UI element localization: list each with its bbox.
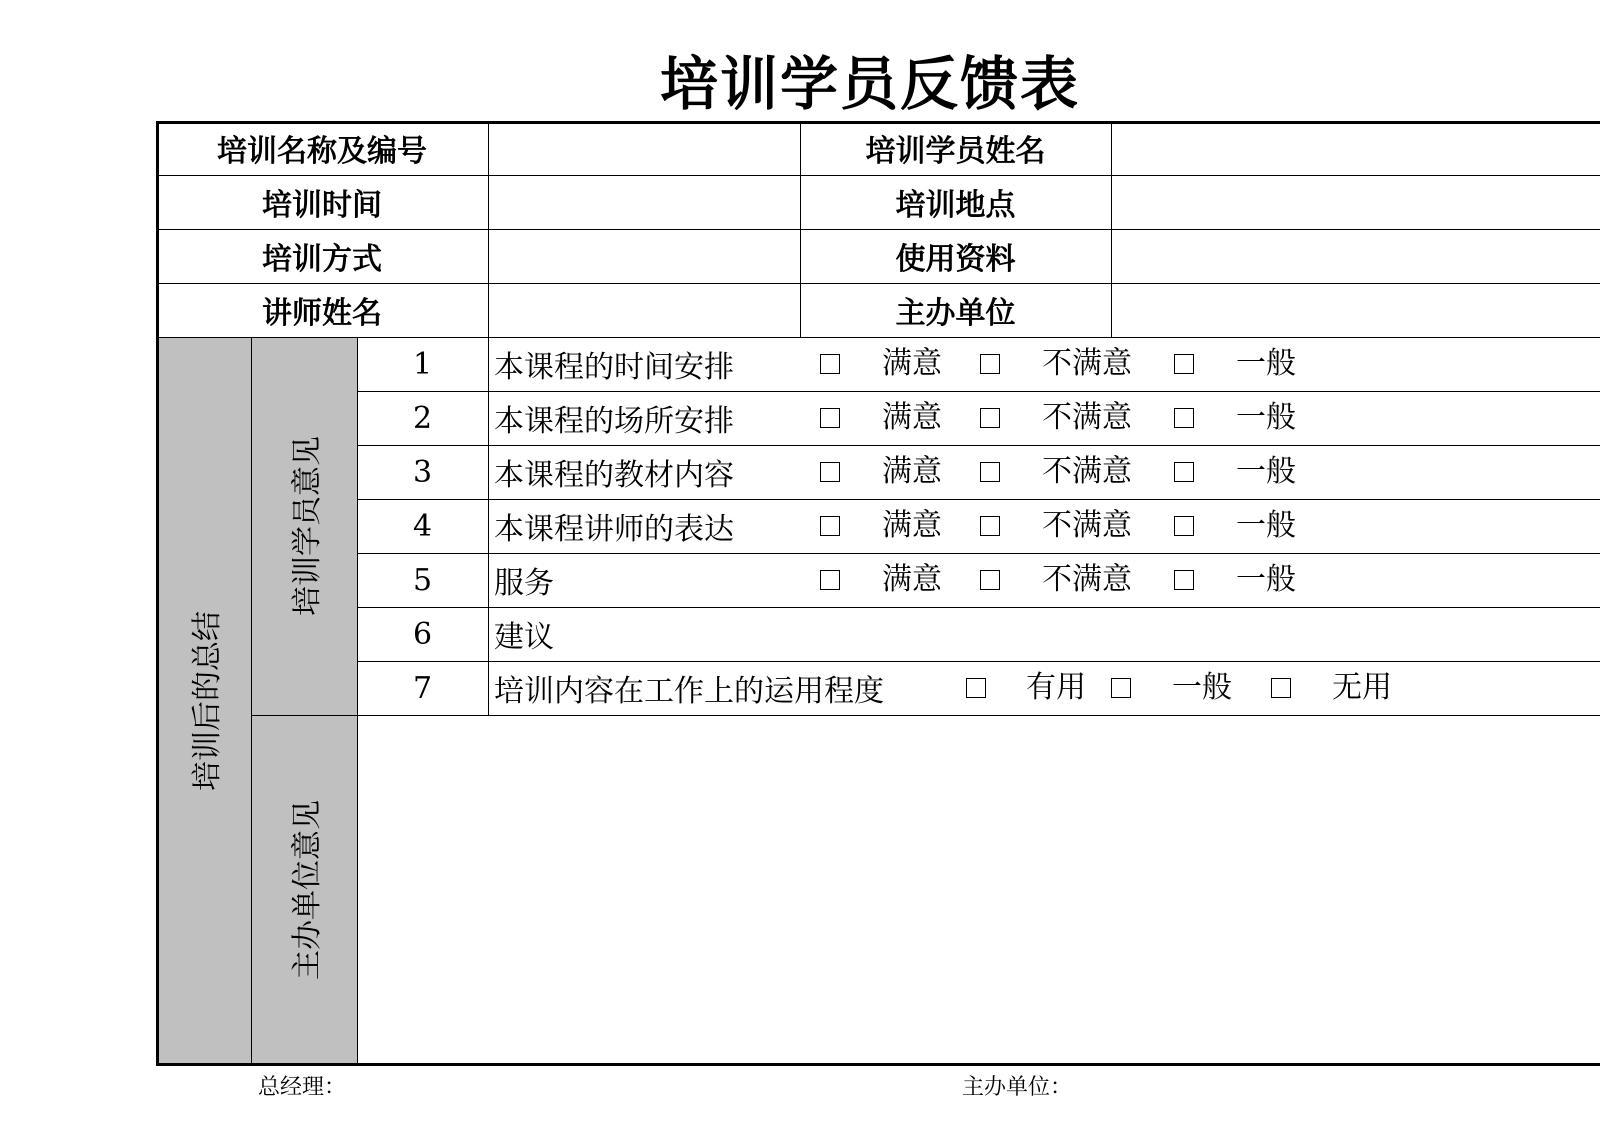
option-checkbox[interactable] bbox=[820, 516, 840, 536]
option-label: 满意 bbox=[882, 508, 942, 543]
training-location-field[interactable] bbox=[1113, 177, 1600, 228]
question-text: 本课程讲师的表达 bbox=[494, 512, 734, 547]
question-text: 服务 bbox=[494, 566, 554, 601]
option-label: 不满意 bbox=[1042, 454, 1132, 489]
form-title: 培训学员反馈表 bbox=[659, 50, 1080, 118]
option-checkbox[interactable] bbox=[1174, 408, 1194, 428]
option-checkbox[interactable] bbox=[820, 354, 840, 374]
question-text: 本课程的场所安排 bbox=[494, 404, 734, 439]
question-number: 5 bbox=[412, 562, 433, 598]
option-label: 一般 bbox=[1172, 670, 1232, 705]
question-number: 3 bbox=[412, 454, 433, 490]
option-checkbox[interactable] bbox=[1174, 570, 1194, 590]
trainee-name-field[interactable] bbox=[1113, 123, 1600, 174]
option-label: 一般 bbox=[1236, 508, 1296, 543]
option-checkbox[interactable] bbox=[1111, 678, 1131, 698]
option-checkbox[interactable] bbox=[1174, 516, 1194, 536]
option-label: 满意 bbox=[882, 346, 942, 381]
training-location-label: 培训地点 bbox=[895, 188, 1016, 223]
suggestion-field[interactable] bbox=[576, 609, 1600, 659]
option-label: 满意 bbox=[882, 454, 942, 489]
row-divider bbox=[251, 715, 1600, 716]
organizer-field[interactable] bbox=[1113, 285, 1600, 336]
organizer-label: 主办单位 bbox=[895, 296, 1016, 331]
option-checkbox[interactable] bbox=[820, 570, 840, 590]
question-text: 培训内容在工作上的运用程度 bbox=[494, 674, 884, 709]
option-label: 一般 bbox=[1236, 346, 1296, 381]
question-number: 1 bbox=[412, 346, 433, 382]
option-label: 满意 bbox=[882, 400, 942, 435]
option-checkbox[interactable] bbox=[980, 570, 1000, 590]
training-name-field[interactable] bbox=[490, 123, 799, 174]
option-checkbox[interactable] bbox=[980, 462, 1000, 482]
organizer-opinion-field[interactable] bbox=[359, 717, 1600, 1061]
question-number: 4 bbox=[412, 508, 433, 544]
col-divider bbox=[1111, 121, 1112, 337]
option-checkbox[interactable] bbox=[980, 516, 1000, 536]
option-label: 无用 bbox=[1332, 670, 1392, 705]
col-divider bbox=[488, 337, 489, 715]
question-text: 本课程的时间安排 bbox=[494, 350, 734, 385]
materials-field[interactable] bbox=[1113, 231, 1600, 282]
question-number: 6 bbox=[412, 616, 433, 652]
option-checkbox[interactable] bbox=[1174, 354, 1194, 374]
organizer-opinion-label: 主办单位意见 bbox=[290, 800, 325, 980]
option-checkbox[interactable] bbox=[1271, 678, 1291, 698]
option-label: 不满意 bbox=[1042, 346, 1132, 381]
option-label: 有用 bbox=[1026, 670, 1086, 705]
option-checkbox[interactable] bbox=[966, 678, 986, 698]
option-label: 一般 bbox=[1236, 454, 1296, 489]
option-label: 不满意 bbox=[1042, 562, 1132, 597]
col-divider bbox=[488, 121, 489, 337]
summary-section-label: 培训后的总结 bbox=[189, 611, 225, 791]
option-label: 一般 bbox=[1236, 562, 1296, 597]
training-time-field[interactable] bbox=[490, 177, 799, 228]
question-number: 2 bbox=[412, 400, 433, 436]
option-label: 不满意 bbox=[1042, 400, 1132, 435]
option-checkbox[interactable] bbox=[980, 408, 1000, 428]
option-label: 一般 bbox=[1236, 400, 1296, 435]
option-label: 不满意 bbox=[1042, 508, 1132, 543]
training-method-label: 培训方式 bbox=[262, 242, 382, 277]
question-text: 本课程的教材内容 bbox=[494, 458, 734, 493]
feedback-form-table bbox=[156, 121, 1600, 1065]
lecturer-name-field[interactable] bbox=[490, 285, 799, 336]
training-method-field[interactable] bbox=[490, 231, 799, 282]
option-checkbox[interactable] bbox=[980, 354, 1000, 374]
option-checkbox[interactable] bbox=[820, 462, 840, 482]
training-name-label: 培训名称及编号 bbox=[217, 134, 427, 169]
option-checkbox[interactable] bbox=[820, 408, 840, 428]
question-number: 7 bbox=[412, 670, 433, 706]
option-label: 满意 bbox=[882, 562, 942, 597]
lecturer-name-label: 讲师姓名 bbox=[262, 296, 382, 331]
materials-label: 使用资料 bbox=[895, 242, 1016, 277]
table-border-bottom bbox=[156, 1063, 1600, 1066]
organizer-signature-label: 主办单位： bbox=[962, 1075, 1073, 1100]
question-text: 建议 bbox=[494, 620, 554, 655]
general-manager-signature-label: 总经理： bbox=[258, 1075, 347, 1100]
option-checkbox[interactable] bbox=[1174, 462, 1194, 482]
training-time-label: 培训时间 bbox=[262, 188, 382, 223]
trainee-name-label: 培训学员姓名 bbox=[865, 134, 1046, 169]
trainee-opinion-label: 培训学员意见 bbox=[290, 436, 325, 616]
